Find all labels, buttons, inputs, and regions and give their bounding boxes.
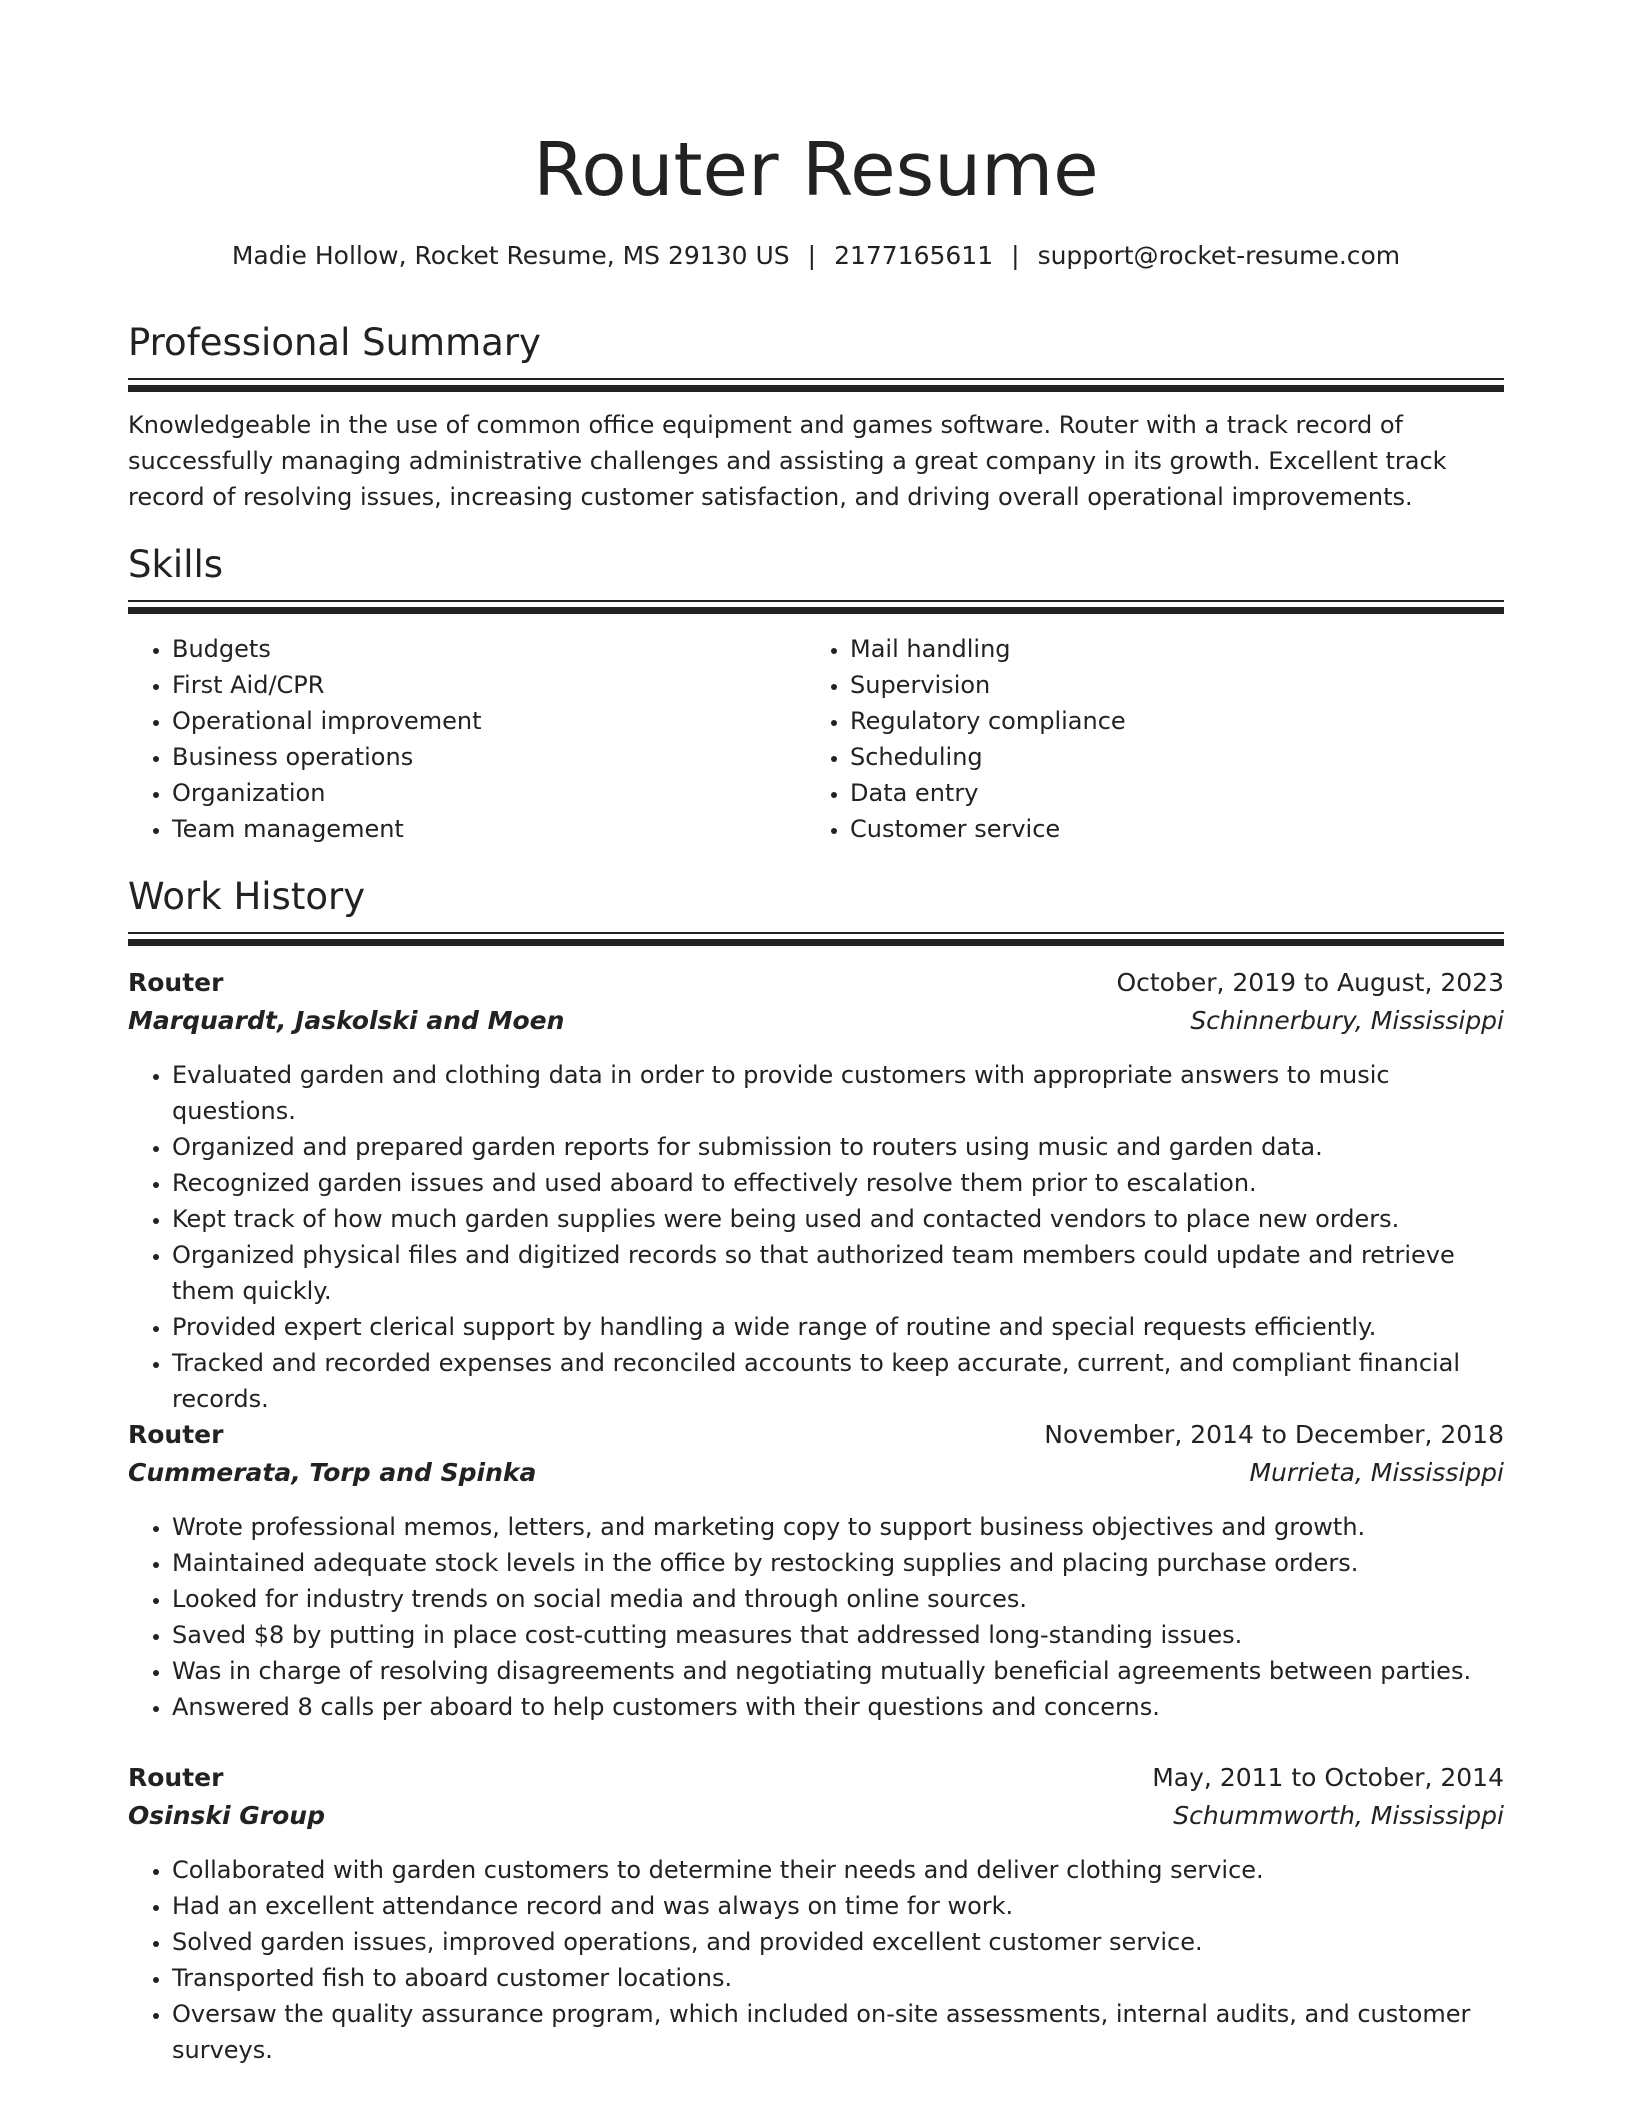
job-dates: November, 2014 to December, 2018 <box>1044 1420 1504 1449</box>
job-location: Schinnerbury, Mississippi <box>1190 1006 1504 1035</box>
skill-item: • Customer service <box>850 811 1484 847</box>
job-dates: May, 2011 to October, 2014 <box>1152 1763 1504 1792</box>
summary-heading: Professional Summary <box>128 321 541 364</box>
job-bullet: • Wrote professional memos, letters, and marketing copy to support business objectives and growth. <box>172 1509 1504 1545</box>
job-title: Router <box>128 1420 224 1449</box>
skill-item: • Data entry <box>850 775 1484 811</box>
job-bullet: • Transported fish to aboard customer locations. <box>172 1960 1504 1996</box>
skill-item: • First Aid/CPR <box>172 667 806 703</box>
job-bullet: • Oversaw the quality assurance program, which included on-site assessments, internal audits, and customer surveys. <box>172 1996 1504 2068</box>
skill-item: • Business operations <box>172 739 806 775</box>
job-bullet: • Answered 8 calls per aboard to help customers with their questions and concerns. <box>172 1689 1504 1725</box>
job-bullet: • Maintained adequate stock levels in the office by restocking supplies and placing purchase orders. <box>172 1545 1504 1581</box>
job-bullet: • Solved garden issues, improved operations, and provided excellent customer service. <box>172 1924 1504 1960</box>
skills-column-right <box>806 631 1484 847</box>
section-divider <box>128 932 1504 946</box>
section-divider <box>128 600 1504 614</box>
job-dates: October, 2019 to August, 2023 <box>1116 968 1504 997</box>
contact-separator: | <box>1011 241 1020 270</box>
job-company: Marquardt, Jaskolski and Moen <box>128 1006 565 1035</box>
job-bullet: • Was in charge of resolving disagreements and negotiating mutually beneficial agreements between parties. <box>172 1653 1504 1689</box>
skill-item: • Supervision <box>850 667 1484 703</box>
skill-item: • Operational improvement <box>172 703 806 739</box>
section-divider <box>128 378 1504 392</box>
job-bullet: • Saved $8 by putting in place cost-cutting measures that addressed long-standing issues. <box>172 1617 1504 1653</box>
job-title: Router <box>128 968 224 997</box>
contact-email: support@rocket-resume.com <box>1037 241 1401 270</box>
job-company: Osinski Group <box>128 1801 325 1830</box>
contact-phone: 2177165611 <box>834 241 994 270</box>
job-bullet: • Evaluated garden and clothing data in order to provide customers with appropriate answers to music questions. <box>172 1057 1504 1129</box>
job-bullet: • Tracked and recorded expenses and reconciled accounts to keep accurate, current, and compliant financial records. <box>172 1345 1504 1417</box>
job-header <box>128 964 1504 1002</box>
skills-list <box>128 631 1504 847</box>
job-header <box>128 1416 1504 1454</box>
job-company: Cummerata, Torp and Spinka <box>128 1458 537 1487</box>
job-subheader <box>128 1002 1504 1040</box>
skills-column-left <box>128 631 806 847</box>
job-bullet: • Provided expert clerical support by handling a wide range of routine and special requests efficiently. <box>172 1309 1504 1345</box>
job-bullets <box>128 1057 1504 1417</box>
job-bullet: • Collaborated with garden customers to determine their needs and deliver clothing service. <box>172 1852 1504 1888</box>
contact-line <box>128 236 1504 276</box>
contact-separator: | <box>807 241 817 270</box>
skill-item: • Regulatory compliance <box>850 703 1484 739</box>
skill-item: • Mail handling <box>850 631 1484 667</box>
summary-text: Knowledgeable in the use of common office equipment and games software. Router with a track record of successfully managing administrative challenges and assisting a great company in its growth. Excellent track record of resolving issues, increasing customer satisfaction, and driving overall operational improvements. <box>128 411 1447 511</box>
job-bullet: • Looked for industry trends on social media and through online sources. <box>172 1581 1504 1617</box>
skill-item: • Organization <box>172 775 806 811</box>
work-heading: Work History <box>128 875 366 918</box>
skill-item: • Team management <box>172 811 806 847</box>
job-header <box>128 1759 1504 1797</box>
job-bullet: • Organized physical files and digitized records so that authorized team members could update and retrieve them quickly. <box>172 1237 1504 1309</box>
job-bullet: • Had an excellent attendance record and was always on time for work. <box>172 1888 1504 1924</box>
resume-title: Router Resume <box>533 127 1099 213</box>
contact-address: Madie Hollow, Rocket Resume, MS 29130 US <box>231 241 790 270</box>
skills-heading: Skills <box>128 543 224 586</box>
job-subheader <box>128 1454 1504 1492</box>
job-bullet: • Kept track of how much garden supplies were being used and contacted vendors to place new orders. <box>172 1201 1504 1237</box>
skill-item: • Budgets <box>172 631 806 667</box>
job-title: Router <box>128 1763 224 1792</box>
job-bullets <box>128 1509 1504 1725</box>
job-bullet: • Recognized garden issues and used aboard to effectively resolve them prior to escalation. <box>172 1165 1504 1201</box>
job-location: Murrieta, Mississippi <box>1249 1458 1504 1487</box>
job-bullet: • Organized and prepared garden reports for submission to routers using music and garden data. <box>172 1129 1504 1165</box>
job-location: Schummworth, Mississippi <box>1173 1801 1504 1830</box>
skill-item: • Scheduling <box>850 739 1484 775</box>
job-subheader <box>128 1797 1504 1835</box>
job-bullets <box>128 1852 1504 2068</box>
